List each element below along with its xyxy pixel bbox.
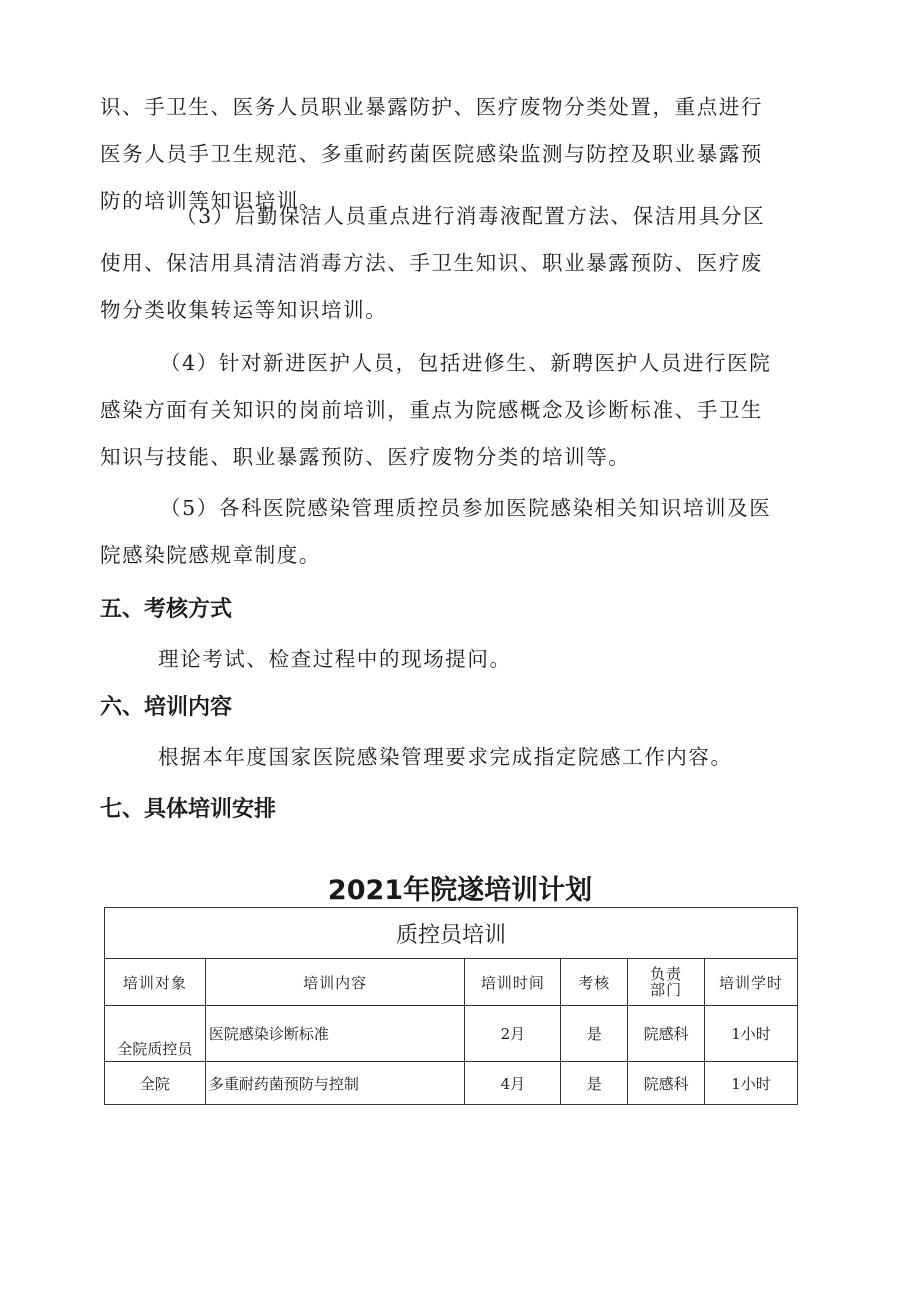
header-department [628,959,705,1006]
text-line: 知识与技能、职业暴露预防、医疗废物分类的培训等。 [100,445,631,469]
header-time: 培训时间 [465,959,561,1006]
table-row [105,1006,798,1062]
cell-assessment: 是 [561,1006,628,1062]
section-text-content: 根据本年度国家医院感染管理要求完成指定院感工作内容。 [158,745,733,769]
cell-hours: 1小时 [705,1006,798,1062]
text-line: 医务人员手卫生规范、多重耐药菌医院感染监测与防控及职业暴露预 [100,142,763,166]
header-content: 培训内容 [205,959,465,1006]
section-heading-content: 六、培训内容 [100,695,233,720]
table-title: 2021年院遂培训计划 [327,875,593,906]
text-line: 使用、保洁用具清洁消毒方法、手卫生知识、职业暴露预防、医疗废 [100,251,763,275]
text-line: （4）针对新进医护人员，包括进修生、新聘医护人员进行医院 [160,351,772,375]
cell-department: 院感科 [628,1006,705,1062]
cell-target: 全院 [105,1062,206,1105]
cell-department: 院感科 [628,1062,705,1105]
table-row [105,1062,798,1105]
text-line: 物分类收集转运等知识培训。 [100,298,388,322]
paragraph-item-5 [100,485,810,579]
cell-time: 4月 [465,1062,561,1105]
text-line: （3）后勤保洁人员重点进行消毒液配置方法、保洁用具分区 [176,204,766,228]
text-line: 防的培训等知识培训。 [100,189,321,213]
header-assessment: 考核 [561,959,628,1006]
header-department-line1: 负责 [650,965,683,983]
cell-target: 全院质控员 [105,1006,206,1062]
table-header-row [105,959,798,1006]
cell-content: 多重耐药菌预防与控制 [205,1062,465,1105]
cell-time: 2月 [465,1006,561,1062]
cell-hours: 1小时 [705,1062,798,1105]
section-heading-assessment: 五、考核方式 [100,597,233,622]
header-department-line2: 部门 [650,981,683,999]
text-line: 感染方面有关知识的岗前培训，重点为院感概念及诊断标准、手卫生 [100,398,763,422]
section-text-assessment: 理论考试、检查过程中的现场提问。 [158,647,512,671]
header-hours: 培训学时 [705,959,798,1006]
paragraph-item-3 [100,193,810,334]
cell-assessment: 是 [561,1062,628,1105]
text-line: 识、手卫生、医务人员职业暴露防护、医疗废物分类处置，重点进行 [100,95,763,119]
table-section-row [105,908,798,959]
paragraph-item-4 [100,340,810,481]
cell-content: 医院感染诊断标准 [205,1006,465,1062]
header-target: 培训对象 [105,959,206,1006]
training-plan-table [104,907,798,1105]
text-line: （5）各科医院感染管理质控员参加医院感染相关知识培训及医 [160,496,772,520]
table-section-label: 质控员培训 [105,908,798,959]
section-heading-schedule: 七、具体培训安排 [100,797,277,822]
text-line: 院感染院感规章制度。 [100,543,321,567]
